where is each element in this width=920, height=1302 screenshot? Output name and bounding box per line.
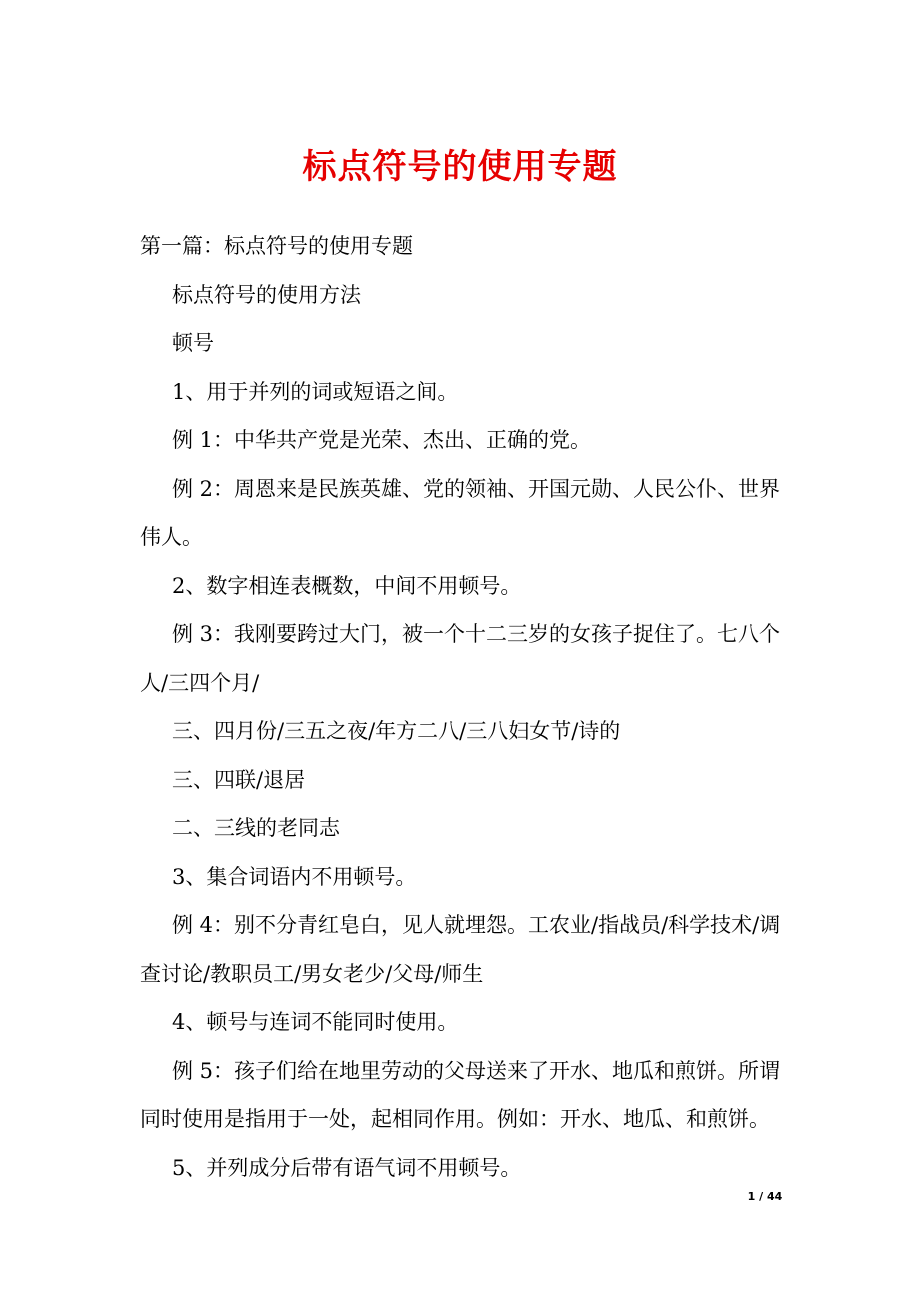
paragraph: 例 1：中华共产党是光荣、杰出、正确的党。 <box>172 428 592 452</box>
paragraph: 5、并列成分后带有语气词不用顿号。 <box>172 1155 522 1180</box>
subheading: 标点符号的使用方法 <box>172 282 361 307</box>
paragraph: 三、四月份/三五之夜/年方二八/三八妇女节/诗的 <box>172 719 621 743</box>
paragraph: 例 5：孩子们给在地里劳动的父母送来了开水、地瓜和煎饼。所谓同时使用是指用于一处，起相同作用。例如：开水、地瓜、和煎饼。 <box>140 1058 781 1131</box>
section-heading: 第一篇：标点符号的使用专题 <box>140 234 413 258</box>
paragraph: 4、顿号与连词不能同时使用。 <box>172 1010 459 1034</box>
document-body <box>140 222 785 1192</box>
paragraph: 1、用于并列的词或短语之间。 <box>172 379 459 404</box>
paragraph: 2、数字相连表概数，中间不用顿号。 <box>172 573 522 598</box>
paragraph: 例 4：别不分青红皂白，见人就埋怨。工农业/指战员/科学技术/调查讨论/教职员工/男女老少/父母/师生 <box>140 913 781 986</box>
paragraph: 三、四联/退居 <box>172 767 306 792</box>
paragraph: 3、集合词语内不用顿号。 <box>172 864 417 889</box>
subheading: 顿号 <box>172 331 214 355</box>
paragraph: 二、三线的老同志 <box>172 816 340 840</box>
paragraph: 例 3：我刚要跨过大门，被一个十二三岁的女孩子捉住了。七八个人/三四个月/ <box>140 622 781 695</box>
document-title: 标点符号的使用专题 <box>302 147 618 187</box>
page-number: 1 / 44 <box>747 1190 783 1203</box>
paragraph: 例 2：周恩来是民族英雄、党的领袖、开国元勋、人民公仆、世界伟人。 <box>140 476 781 549</box>
